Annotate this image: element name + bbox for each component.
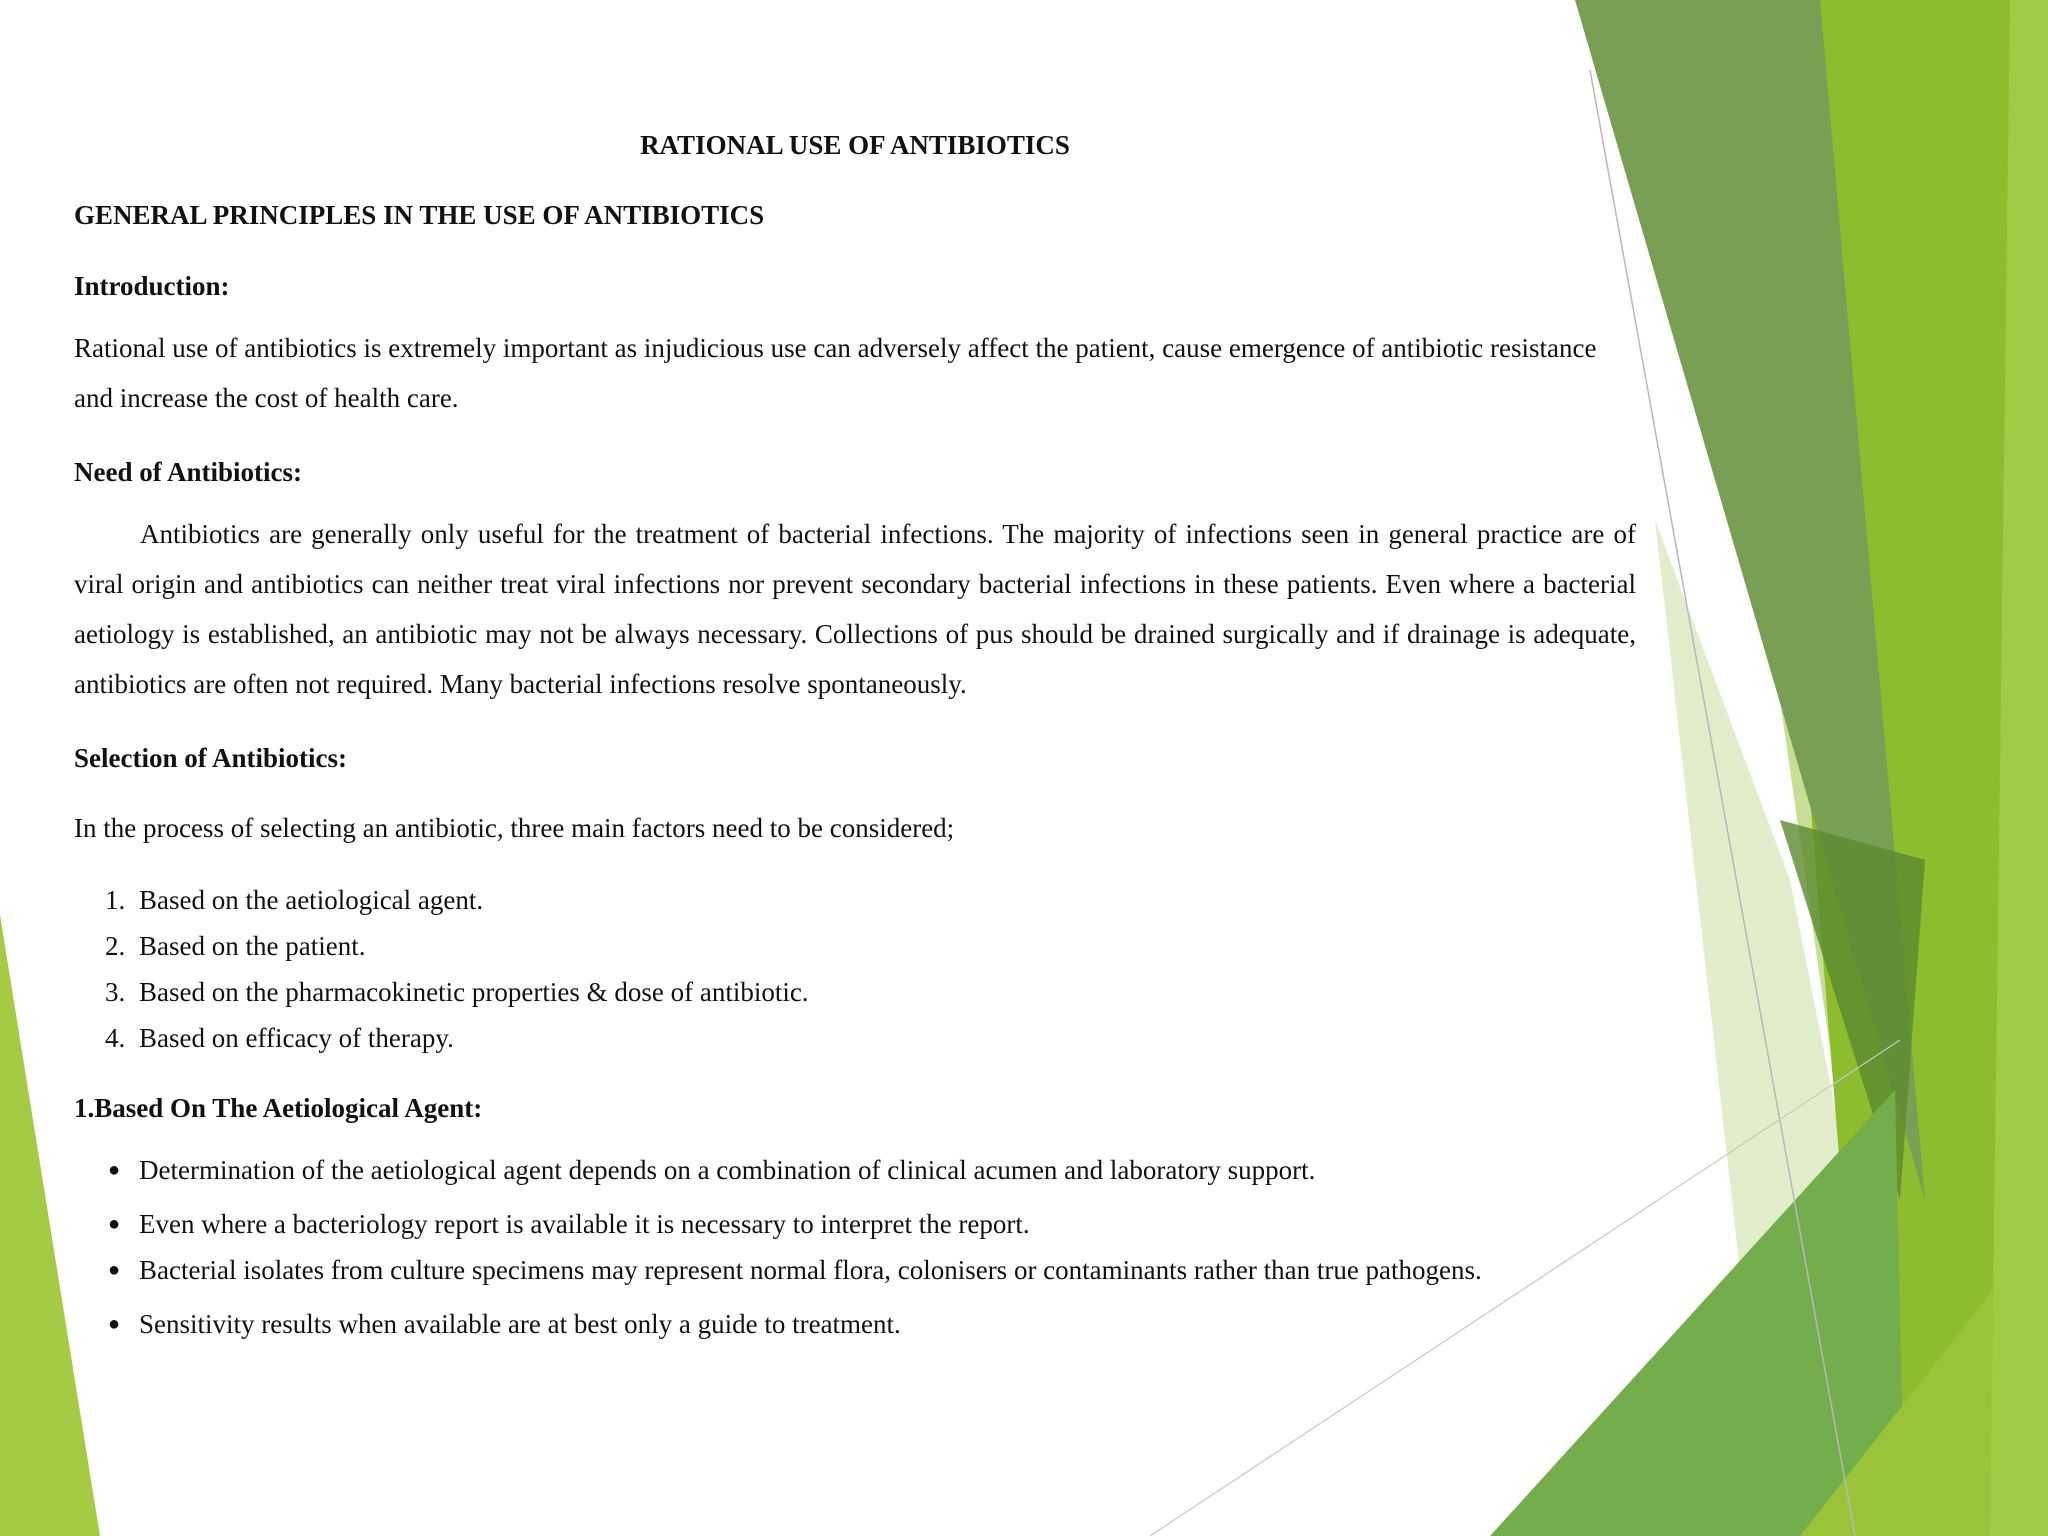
list-item-number: 3. bbox=[105, 977, 126, 1007]
need-heading: Need of Antibiotics: bbox=[74, 457, 302, 487]
intro-paragraph: Rational use of antibiotics is extremely important as injudicious use can adversely affect the patient, cause emergence of antibiotic resistance and increase the cost of health care. bbox=[74, 333, 1597, 413]
list-item-number: 2. bbox=[105, 931, 126, 961]
list-item-number: 1. bbox=[105, 885, 126, 915]
list-item-number: 4. bbox=[105, 1023, 126, 1053]
list-item-text: Based on efficacy of therapy. bbox=[139, 1023, 454, 1053]
bullet-icon: ● bbox=[108, 1313, 121, 1335]
selection-heading: Selection of Antibiotics: bbox=[74, 743, 347, 773]
bullet-text: Determination of the aetiological agent depends on a combination of clinical acumen and laboratory support. bbox=[139, 1155, 1316, 1185]
bullet-text: Bacterial isolates from culture specimens may represent normal flora, colonisers or contaminants rather than true pathogens. bbox=[139, 1255, 1482, 1285]
bullet-icon: ● bbox=[108, 1213, 121, 1235]
bullet-icon: ● bbox=[108, 1159, 121, 1181]
section-subtitle: GENERAL PRINCIPLES IN THE USE OF ANTIBIOTICS bbox=[74, 200, 765, 230]
list-item-text: Based on the aetiological agent. bbox=[139, 885, 484, 915]
need-paragraph: Antibiotics are generally only useful for the treatment of bacterial infections. The majority of infections seen in general practice are of viral origin and antibiotics can neither treat viral infections nor prevent secondary bacterial infections in these patients. Even where a bacterial aetiology is established, an antibiotic may not be always necessary. Collections of pus should be drained surgically and if drainage is adequate, antibiotics are often not required. Many bacterial infections resolve spontaneously. bbox=[74, 519, 1636, 699]
list-item-text: Based on the pharmacokinetic properties & dose of antibiotic. bbox=[139, 977, 809, 1007]
selection-intro: In the process of selecting an antibiotic, three main factors need to be considered; bbox=[74, 813, 955, 843]
bullet-icon: ● bbox=[108, 1259, 121, 1281]
bullet-text: Sensitivity results when available are at best only a guide to treatment. bbox=[139, 1309, 901, 1339]
intro-heading: Introduction: bbox=[74, 271, 230, 301]
list-item-text: Based on the patient. bbox=[139, 931, 366, 961]
document-title: RATIONAL USE OF ANTIBIOTICS bbox=[640, 130, 1070, 160]
aetiological-agent-heading: 1.Based On The Aetiological Agent: bbox=[74, 1093, 483, 1123]
bullet-text: Even where a bacteriology report is available it is necessary to interpret the report. bbox=[139, 1209, 1030, 1239]
